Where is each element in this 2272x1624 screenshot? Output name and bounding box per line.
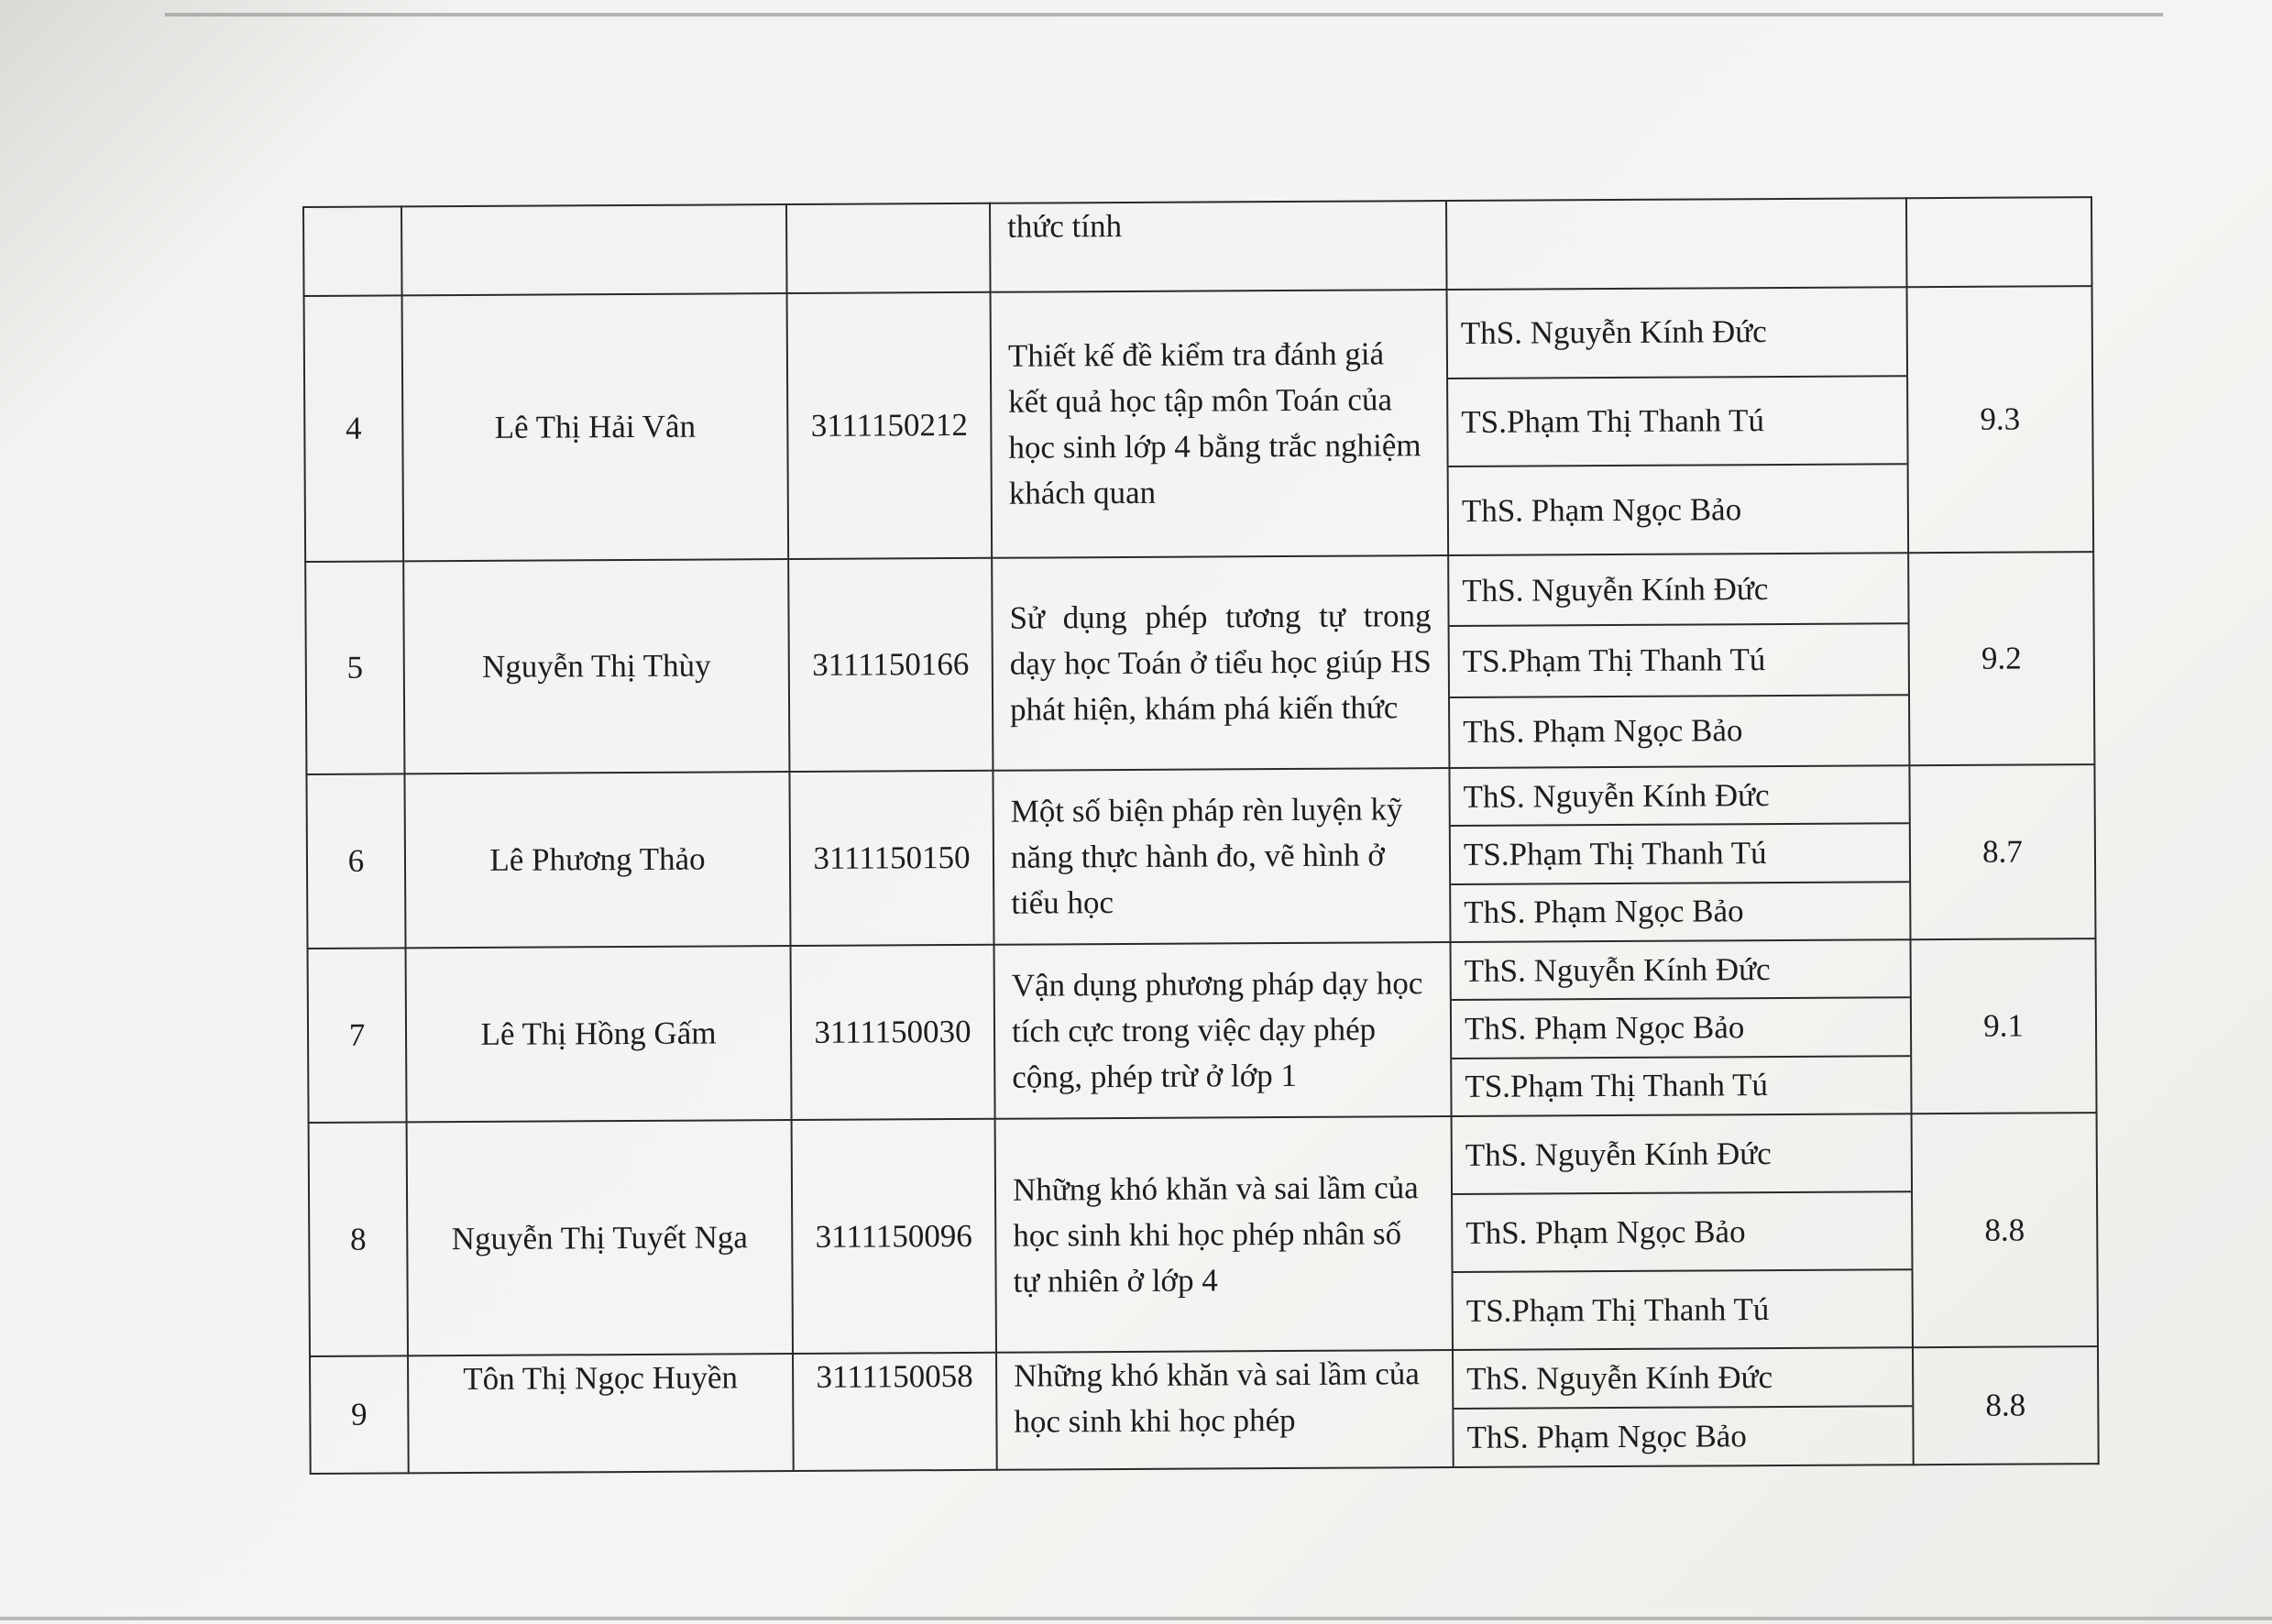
reviewer-name: ThS. Nguyễn Kính Đức bbox=[1454, 1348, 1912, 1410]
thesis-topic: Những khó khăn và sai lầm của học sinh khi học phép bbox=[996, 1350, 1454, 1470]
reviewer-cell bbox=[1452, 1114, 1913, 1350]
reviewer-cell bbox=[1453, 1347, 1914, 1467]
reviewer-cell bbox=[1451, 939, 1912, 1116]
reviewer-name: TS.Phạm Thị Thanh Tú bbox=[1465, 1067, 1769, 1105]
reviewer-name: TS.Phạm Thị Thanh Tú bbox=[1450, 625, 1908, 698]
score: 9.3 bbox=[1907, 286, 2094, 553]
table-row bbox=[310, 1346, 2099, 1474]
student-id: 3111150166 bbox=[788, 558, 993, 772]
thesis-topic: Một số biện pháp rèn luyện kỹ năng thực hành đo, vẽ hình ở tiểu học bbox=[993, 768, 1450, 945]
reviewer-cell bbox=[1449, 765, 1910, 942]
student-id: 3111150150 bbox=[789, 771, 993, 946]
reviewer-name: ThS. Nguyễn Kính Đức bbox=[1448, 288, 1907, 379]
score: 8.8 bbox=[1913, 1346, 2099, 1465]
reviewer-cell bbox=[1446, 198, 1907, 290]
reviewer-name: ThS. Nguyễn Kính Đức bbox=[1449, 554, 1907, 627]
table-row-continued bbox=[303, 197, 2092, 296]
thesis-grade-table bbox=[302, 196, 2100, 1475]
reviewer-name: TS.Phạm Thị Thanh Tú bbox=[1451, 825, 1909, 885]
id-cell bbox=[786, 203, 991, 293]
student-name: Tôn Thị Ngọc Huyền bbox=[408, 1354, 794, 1473]
student-name: Nguyễn Thị Thùy bbox=[403, 559, 789, 774]
reviewer-name: ThS. Phạm Ngọc Bảo bbox=[1452, 999, 1910, 1059]
student-id: 3111150096 bbox=[792, 1119, 996, 1354]
stt-cell: 4 bbox=[304, 295, 404, 562]
reviewer-name: ThS. Phạm Ngọc Bảo bbox=[1466, 1418, 1747, 1455]
score: 9.2 bbox=[1908, 552, 2094, 765]
reviewer-name: ThS. Phạm Ngọc Bảo bbox=[1453, 1192, 1911, 1273]
table-row bbox=[305, 552, 2094, 774]
student-name: Nguyễn Thị Tuyết Nga bbox=[407, 1120, 793, 1355]
stt-cell bbox=[303, 206, 402, 296]
reviewer-name: ThS. Phạm Ngọc Bảo bbox=[1464, 893, 1744, 931]
stt-cell: 7 bbox=[308, 948, 407, 1123]
table-row bbox=[306, 764, 2095, 949]
table-row bbox=[309, 1113, 2098, 1356]
reviewer-name: ThS. Phạm Ngọc Bảo bbox=[1463, 712, 1743, 751]
thesis-topic: Vận dụng phương pháp dạy học tích cực trong việc dạy phép cộng, phép trừ ở lớp 1 bbox=[994, 942, 1452, 1119]
topic-cell: thức tính bbox=[990, 201, 1447, 292]
score: 9.1 bbox=[1910, 938, 2096, 1114]
score-cell bbox=[1906, 197, 2092, 287]
reviewer-name: ThS. Nguyễn Kính Đức bbox=[1450, 766, 1908, 827]
stt-cell: 6 bbox=[306, 774, 405, 949]
thesis-topic: Sử dụng phép tương tự trong dạy học Toán ở tiểu học giúp HS phát hiện, khám phá kiến thức bbox=[992, 555, 1449, 771]
thesis-topic: Những khó khăn và sai lầm của học sinh khi học phép nhân số tự nhiên ở lớp 4 bbox=[995, 1116, 1453, 1353]
thesis-topic: Thiết kế đề kiểm tra đánh giá kết quả học tập môn Toán của học sinh lớp 4 bằng trắc nghiệm khách quan bbox=[991, 290, 1449, 558]
stt-cell: 8 bbox=[309, 1122, 408, 1356]
reviewer-name: TS.Phạm Thị Thanh Tú bbox=[1465, 1290, 1770, 1329]
stt-cell: 5 bbox=[305, 561, 404, 774]
score: 8.7 bbox=[1909, 764, 2095, 939]
reviewer-cell bbox=[1447, 287, 1909, 555]
reviewer-name: TS.Phạm Thị Thanh Tú bbox=[1448, 377, 1907, 467]
student-id: 3111150212 bbox=[787, 292, 993, 559]
table-row bbox=[304, 286, 2094, 562]
table-row bbox=[308, 938, 2097, 1123]
reviewer-cell bbox=[1448, 553, 1909, 768]
student-name: Lê Phương Thảo bbox=[404, 772, 790, 948]
scan-top-edge bbox=[165, 13, 2163, 16]
student-id: 3111150030 bbox=[791, 945, 995, 1120]
student-name: Lê Thị Hải Vân bbox=[402, 293, 789, 561]
student-id: 3111150058 bbox=[793, 1353, 997, 1471]
student-name: Lê Thị Hồng Gấm bbox=[406, 946, 792, 1122]
name-cell bbox=[401, 204, 787, 295]
score: 8.8 bbox=[1912, 1113, 2098, 1347]
reviewer-name: ThS. Nguyễn Kính Đức bbox=[1452, 940, 1910, 1001]
reviewer-name: ThS. Phạm Ngọc Bảo bbox=[1461, 490, 1742, 529]
stt-cell: 9 bbox=[310, 1355, 409, 1474]
reviewer-name: ThS. Nguyễn Kính Đức bbox=[1453, 1114, 1911, 1195]
scan-bottom-edge bbox=[0, 1617, 2272, 1620]
